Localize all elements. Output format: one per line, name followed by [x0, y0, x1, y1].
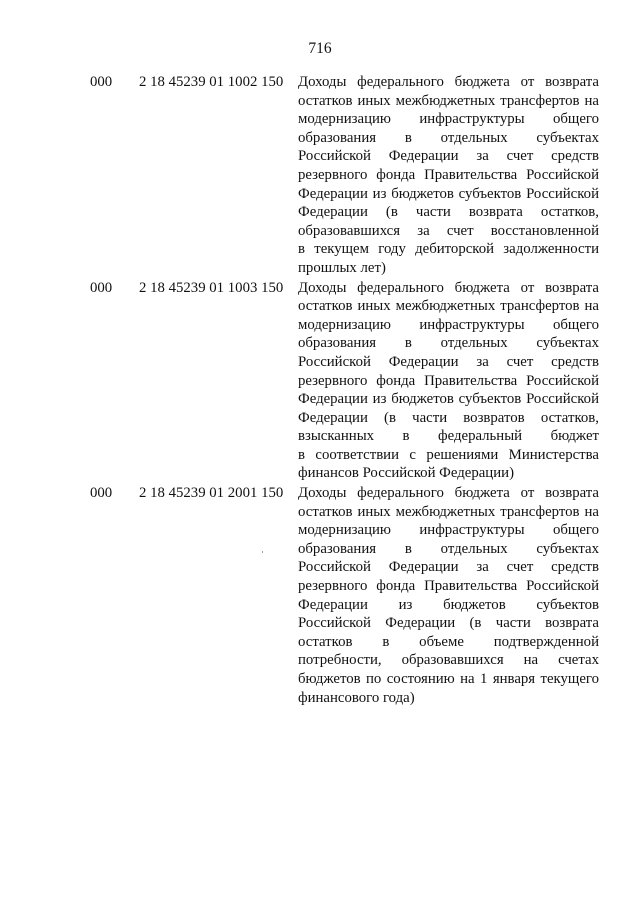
description-line: резервного фонда Правительства Российской [298, 372, 599, 389]
description-line: финансового года) [298, 689, 415, 706]
description-line: резервного фонда Правительства Российской [298, 578, 599, 595]
description-line: остатков иных межбюджетных трансфертов на [298, 503, 599, 520]
description-line: прошлых лет) [298, 259, 386, 276]
description-line: бюджетов по состоянию на 1 января текущего [298, 671, 599, 687]
description-line: модернизацию инфраструктуры общего [298, 111, 599, 128]
description-line: образования в отдельных субъектах [298, 335, 599, 352]
administrator-code: 000 [90, 74, 113, 90]
description-line: Доходы федерального бюджета от возврата [298, 485, 599, 502]
description-line: остатков в объеме подтвержденной [298, 633, 599, 650]
description-line: Российской Федерации (в части возврата [298, 615, 599, 632]
description-line: в текущем году дебиторской задолженности [298, 241, 599, 258]
budget-classification-code: 2 18 45239 01 1002 150 [139, 74, 284, 90]
description-line: образовавшихся за счет восстановленной [298, 222, 599, 239]
description-line: Российской Федерации за счет средств [298, 148, 599, 165]
description-line: образования в отдельных субъектах [298, 129, 599, 146]
description-line: Российской Федерации за счет средств [298, 559, 599, 576]
description-line: в соответствии с решениями Министерства [298, 446, 599, 463]
budget-classification-code: 2 18 45239 01 2001 150 [139, 485, 284, 502]
description-line: финансов Российской Федерации) [298, 465, 514, 482]
page-number: 716 [308, 40, 332, 57]
income-description [298, 73, 599, 278]
description-line: остатков иных межбюджетных трансфертов на [298, 298, 599, 315]
description-line: Доходы федерального бюджета от возврата [298, 279, 599, 296]
income-description [298, 279, 599, 484]
description-line: Федерации (в части возвратов остатков, [298, 409, 599, 426]
description-line: модернизацию инфраструктуры общего [298, 522, 599, 539]
administrator-code: 000 [90, 279, 113, 296]
description-line: взысканных в федеральный бюджет [298, 428, 599, 445]
description-line: образования в отдельных субъектах [298, 540, 599, 557]
description-line: Федерации из бюджетов субъектов [298, 596, 599, 613]
budget-classification-code: 2 18 45239 01 1003 150 [139, 279, 284, 296]
budget-code-row [0, 484, 640, 707]
administrator-code: 000 [90, 485, 113, 502]
budget-code-list [0, 73, 640, 707]
description-line: остатков иных межбюджетных трансфертов на [298, 92, 599, 109]
description-line: Доходы федерального бюджета от возврата [298, 74, 599, 90]
description-line: Федерации (в части возврата остатков, [298, 204, 599, 221]
budget-code-row [0, 279, 640, 484]
description-line: резервного фонда Правительства Российской [298, 166, 599, 183]
description-line: потребности, образовавшихся на счетах [298, 652, 599, 669]
description-line: Федерации из бюджетов субъектов Российской [298, 185, 599, 202]
scan-speck [262, 551, 263, 553]
description-line: Российской Федерации за счет средств [298, 353, 599, 370]
income-description [298, 484, 599, 707]
description-line: модернизацию инфраструктуры общего [298, 316, 599, 333]
budget-code-row [0, 73, 640, 278]
description-line: Федерации из бюджетов субъектов Российской [298, 391, 599, 408]
